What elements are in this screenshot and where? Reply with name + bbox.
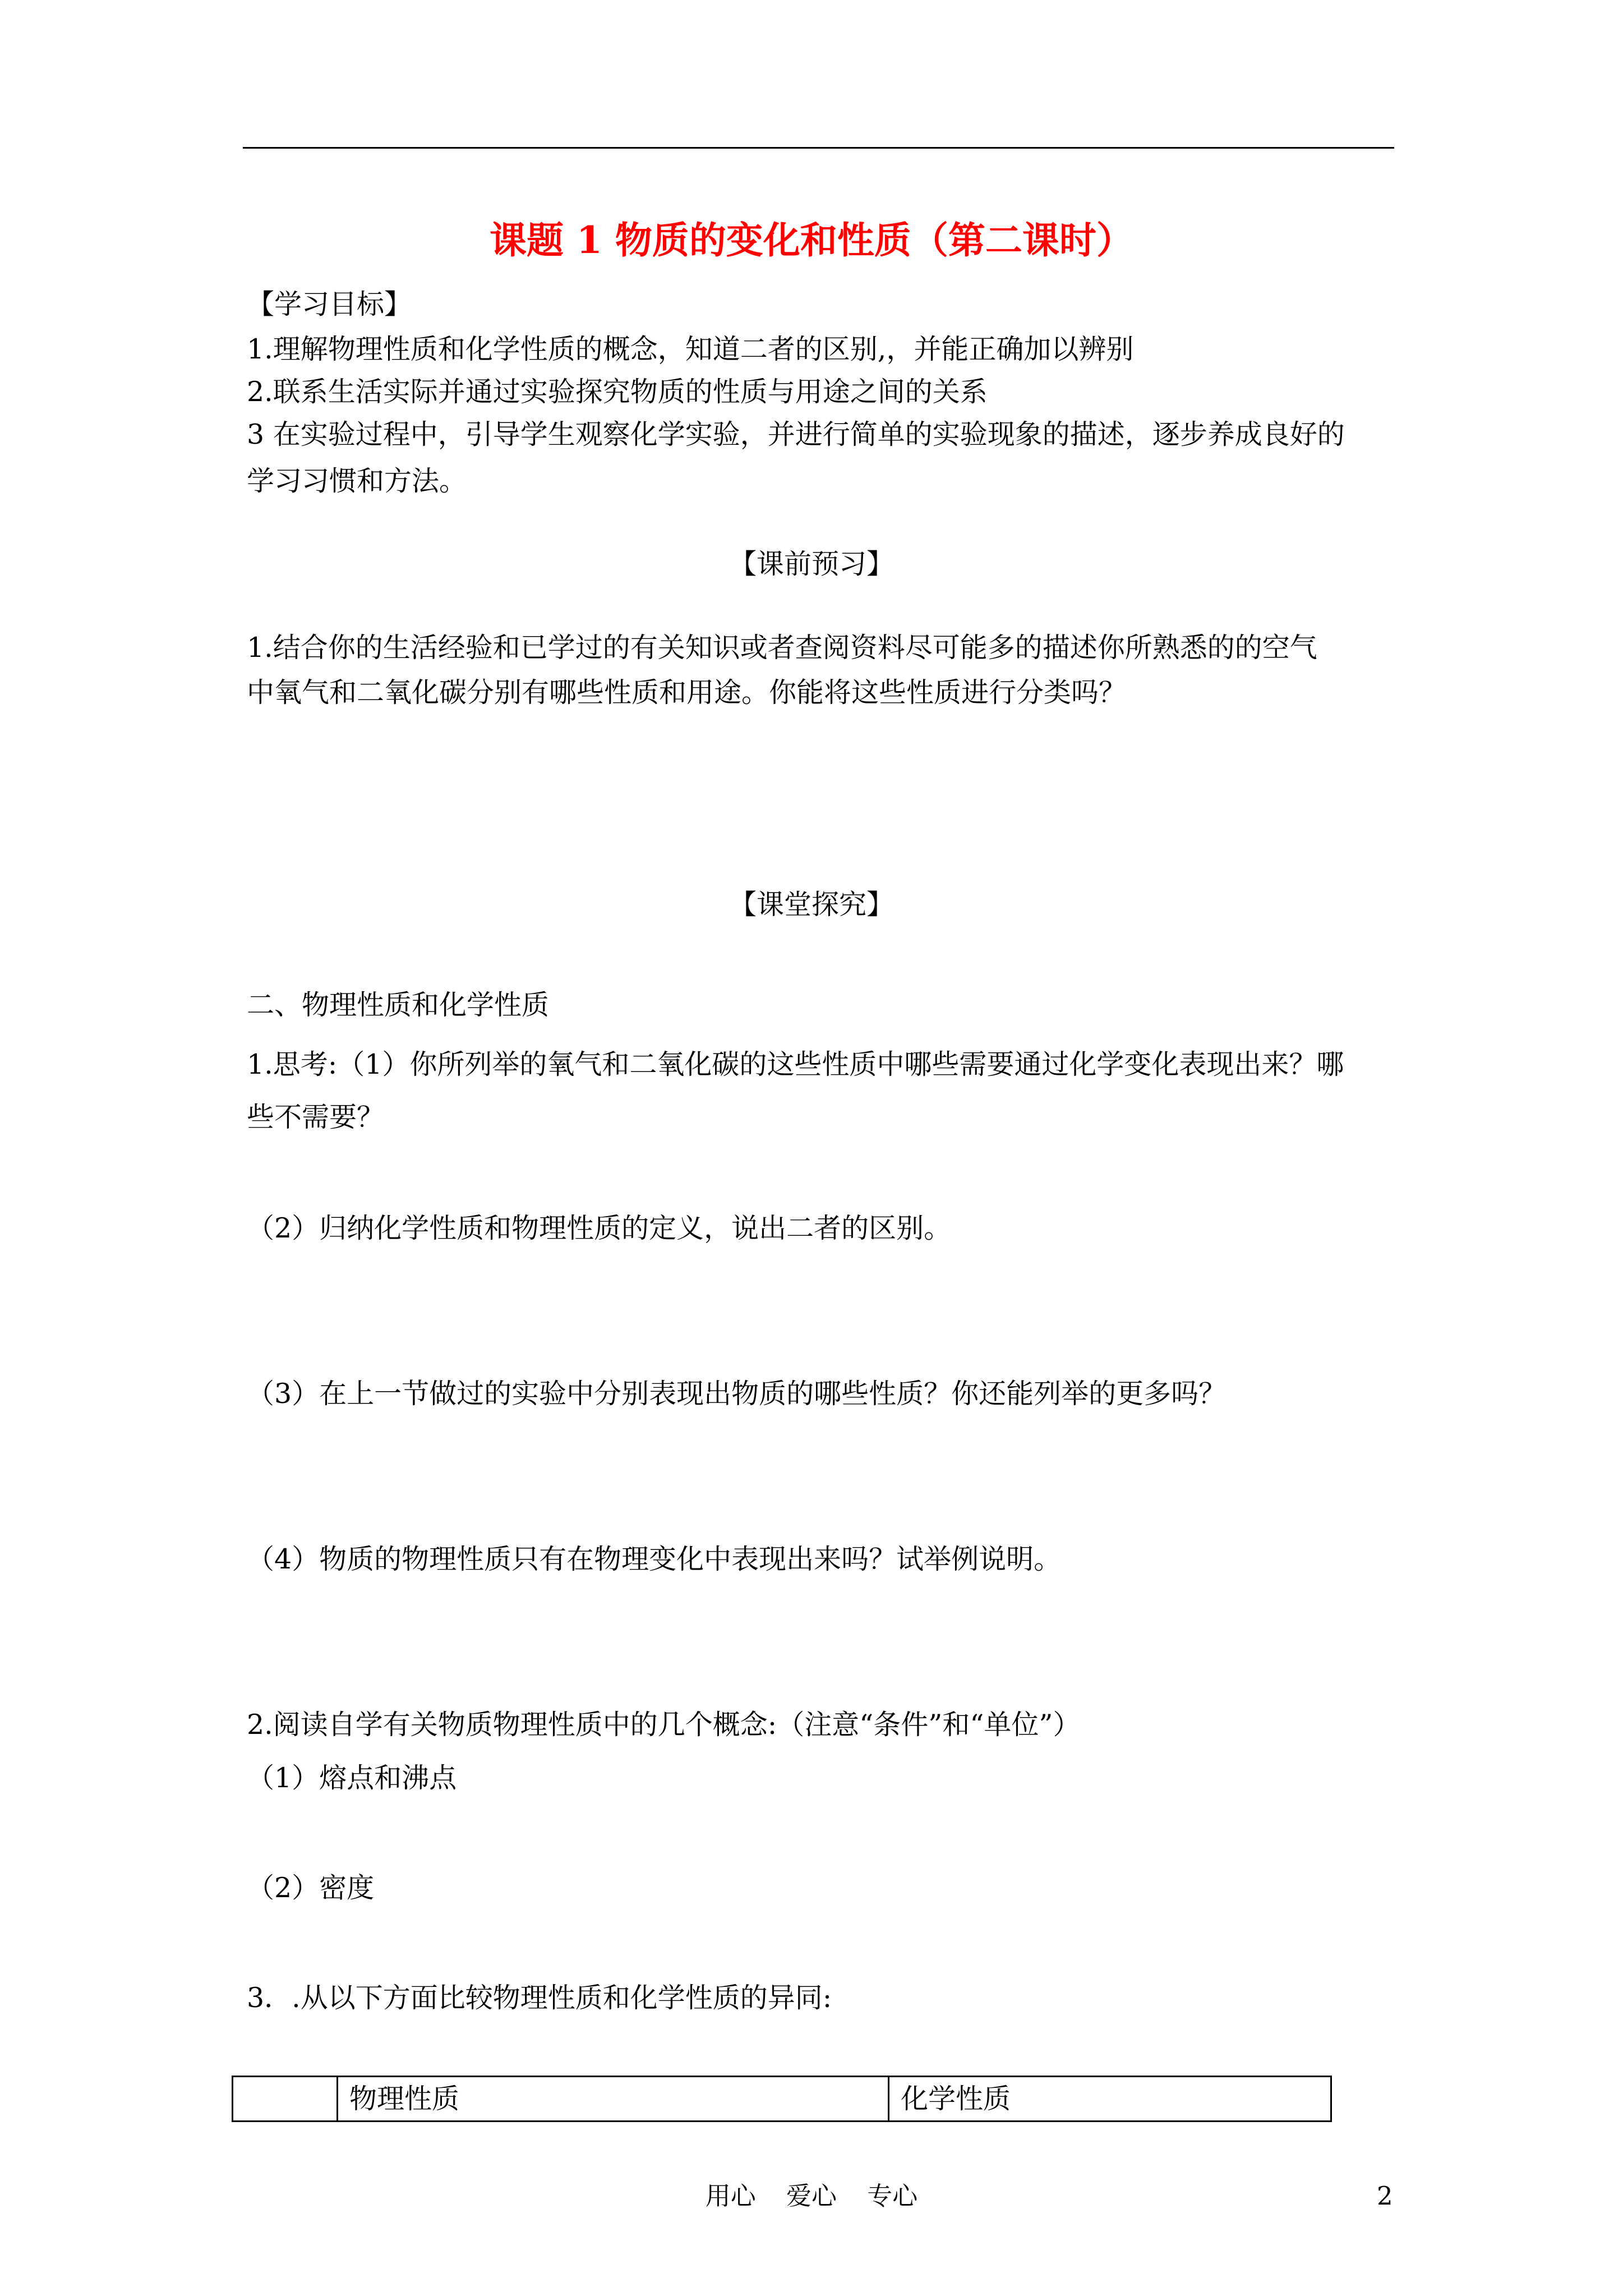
question-2-1: （1）熔点和沸点 xyxy=(247,1762,457,1794)
question-1-line-1: 1.思考:（1）你所列举的氧气和二氧化碳的这些性质中哪些需要通过化学变化表现出来？哪 xyxy=(247,1048,1344,1080)
header-rule xyxy=(243,147,1394,149)
preview-heading: 【课前预习】 xyxy=(728,548,894,580)
comparison-table xyxy=(232,2076,1332,2122)
question-1-3: （3）在上一节做过的实验中分别表现出物质的哪些性质？你还能列举的更多吗？ xyxy=(247,1378,1227,1410)
objective-item-3-continued: 学习习惯和方法。 xyxy=(247,465,467,497)
table-header-physical: 物理性质 xyxy=(338,2077,889,2120)
question-1-4: （4）物质的物理性质只有在物理变化中表现出来吗？试举例说明。 xyxy=(247,1543,1062,1575)
objective-item-2: 2.联系生活实际并通过实验探究物质的性质与用途之间的关系 xyxy=(247,376,988,408)
page-number: 2 xyxy=(1377,2181,1393,2211)
table-header-blank xyxy=(233,2077,338,2120)
question-1-2: （2）归纳化学性质和物理性质的定义，说出二者的区别。 xyxy=(247,1212,952,1244)
objectives-heading: 【学习目标】 xyxy=(247,288,412,320)
preview-question-line-1: 1.结合你的生活经验和已学过的有关知识或者查阅资料尽可能多的描述你所熟悉的的空气 xyxy=(247,632,1317,664)
explore-heading: 【课堂探究】 xyxy=(728,889,894,921)
question-1-line-2: 些不需要？ xyxy=(247,1101,385,1133)
footer-motto: 用心 爱心 专心 xyxy=(705,2181,918,2211)
preview-question-line-2: 中氧气和二氧化碳分别有哪些性质和用途。你能将这些性质进行分类吗？ xyxy=(247,677,1127,708)
question-2-2: （2）密度 xyxy=(247,1872,375,1904)
table-header-chemical: 化学性质 xyxy=(901,2083,1011,2115)
section-title: 二、物理性质和化学性质 xyxy=(247,989,550,1021)
question-3: 3．.从以下方面比较物理性质和化学性质的异同: xyxy=(247,1982,832,2014)
question-2: 2.阅读自学有关物质物理性质中的几个概念:（注意“条件”和“单位”） xyxy=(247,1709,1081,1741)
objective-item-1: 1.理解物理性质和化学性质的概念，知道二者的区别,，并能正确加以辨别 xyxy=(247,333,1134,365)
lesson-title: 课题 1 物质的变化和性质（第二课时） xyxy=(490,218,1133,262)
objective-item-3: 3 在实验过程中，引导学生观察化学实验，并进行简单的实验现象的描述，逐步养成良好的 xyxy=(247,418,1345,450)
